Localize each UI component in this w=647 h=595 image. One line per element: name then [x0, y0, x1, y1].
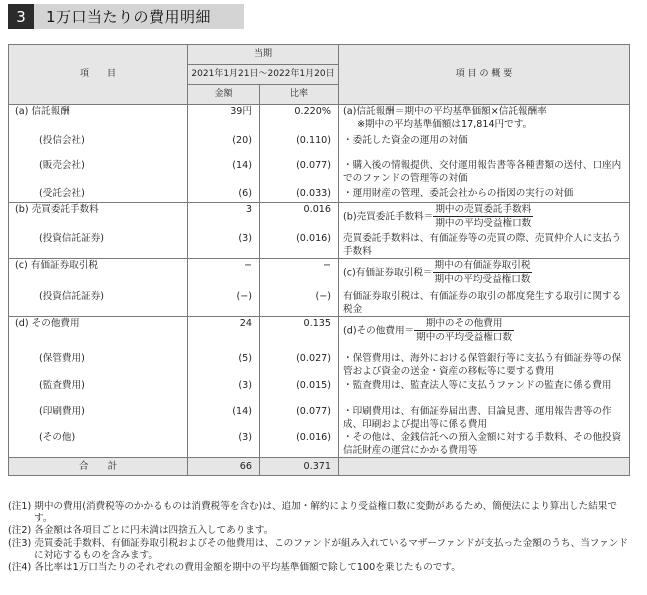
row-ratio: (0.033) — [260, 187, 339, 203]
row-amount: − — [188, 259, 260, 290]
row-ratio: (0.016) — [260, 232, 339, 259]
row-amount: (14) — [188, 405, 260, 431]
col-header-period: 当期 — [188, 45, 339, 65]
row-amount: (3) — [188, 379, 260, 405]
total-label: 合 計 — [9, 458, 188, 476]
total-amount: 66 — [188, 458, 260, 476]
row-ratio: 0.220% — [260, 105, 339, 134]
row-description: ・その他は、金銭信託への預入金額に対する手数料、その他投資信託財産の運営にかかる費用等 — [339, 431, 630, 458]
row-label: (保管費用) — [9, 352, 188, 379]
row-amount: (5) — [188, 352, 260, 379]
row-amount: (20) — [188, 134, 260, 159]
row-ratio: (0.077) — [260, 159, 339, 187]
row-description: ・運用財産の管理、委託会社からの指図の実行の対価 — [339, 187, 630, 203]
section-header — [8, 4, 244, 29]
row-ratio: − — [260, 259, 339, 290]
row-description: ・委託した資金の運用の対価 — [339, 134, 630, 159]
row-amount: 24 — [188, 317, 260, 352]
row-label: (d) その他費用 — [9, 317, 188, 352]
row-label: (投資信託証券) — [9, 290, 188, 317]
row-label: (監査費用) — [9, 379, 188, 405]
col-header-amount: 金額 — [188, 85, 260, 105]
footnote: (注2) 各金額は各項目ごとに円未満は四捨五入してあります。 — [8, 525, 274, 537]
row-amount: (3) — [188, 431, 260, 458]
row-amount: 3 — [188, 203, 260, 232]
col-header-overview: 項 目 の 概 要 — [339, 45, 630, 105]
row-label: (投資信託証券) — [9, 232, 188, 259]
row-formula: (d)その他費用＝ $\frac{\text{期中のその他費用}}{\text{期中の平均受益権口数}}$ — [339, 317, 630, 352]
row-description: (a)信託報酬＝期中の平均基準価額×信託報酬率 ※期中の平均基準価額は17,814円です。 — [339, 105, 630, 134]
row-amount: (3) — [188, 232, 260, 259]
row-description: ・購入後の情報提供、交付運用報告書等各種書類の送付、口座内でのファンドの管理等の対価 — [339, 159, 630, 187]
row-formula: (b)売買委託手数料＝ $\frac{\text{期中の売買委託手数料}}{\text{期中の平均受益権口数}}$ — [339, 203, 630, 232]
row-description: ・監査費用は、監査法人等に支払うファンドの監査に係る費用 — [339, 379, 630, 405]
row-ratio: (−) — [260, 290, 339, 317]
row-description: ・印刷費用は、有価証券届出書、目論見書、運用報告書等の作成、印刷および提出等に係る費用 — [339, 405, 630, 431]
row-label: (a) 信託報酬 — [9, 105, 188, 134]
col-header-period-range: 2021年1月21日〜2022年1月20日 — [188, 65, 339, 85]
total-ratio: 0.371 — [260, 458, 339, 476]
section-number: 3 — [8, 4, 34, 29]
row-amount: (14) — [188, 159, 260, 187]
row-amount: (6) — [188, 187, 260, 203]
row-label: (c) 有価証券取引税 — [9, 259, 188, 290]
row-ratio: (0.016) — [260, 431, 339, 458]
section-title: 1万口当たりの費用明細 — [46, 8, 212, 26]
col-header-ratio: 比率 — [260, 85, 339, 105]
row-label: (投信会社) — [9, 134, 188, 159]
row-label: (受託会社) — [9, 187, 188, 203]
footnote: (注1) 期中の費用(消費税等のかかるものは消費税等を含む)は、追加・解約により受益権口数に変動があるため、簡便法により算出した結果です。 — [8, 501, 617, 525]
row-formula: (c)有価証券取引税＝ $\frac{\text{期中の有価証券取引税}}{\text{期中の平均受益権口数}}$ — [339, 259, 630, 290]
row-label: (販売会社) — [9, 159, 188, 187]
footnotes — [8, 501, 633, 574]
footnote: (注4) 各比率は1万口当たりのそれぞれの費用金額を期中の平均基準価額で除して100を乗じたものです。 — [8, 562, 461, 574]
row-label: (印刷費用) — [9, 405, 188, 431]
expense-table — [8, 44, 630, 476]
footnote: (注3) 売買委託手数料、有価証券取引税およびその他費用は、このファンドが組み入れているマザーファンドが支払った金額のうち、当ファンドに対応するものを含みます。 — [8, 537, 628, 561]
row-label: (b) 売買委託手数料 — [9, 203, 188, 232]
row-amount: (−) — [188, 290, 260, 317]
col-header-item: 項 目 — [9, 45, 188, 105]
row-ratio: 0.135 — [260, 317, 339, 352]
row-ratio: 0.016 — [260, 203, 339, 232]
row-description: ・保管費用は、海外における保管銀行等に支払う有価証券等の保管および資金の送金・資産の移転等に要する費用 — [339, 352, 630, 379]
row-ratio: (0.015) — [260, 379, 339, 405]
row-description: 有価証券取引税は、有価証券の取引の都度発生する取引に関する税金 — [339, 290, 630, 317]
row-ratio: (0.027) — [260, 352, 339, 379]
row-label: (その他) — [9, 431, 188, 458]
row-ratio: (0.110) — [260, 134, 339, 159]
row-amount: 39円 — [188, 105, 260, 134]
row-description: 売買委託手数料は、有価証券等の売買の際、売買仲介人に支払う手数料 — [339, 232, 630, 259]
total-description — [339, 458, 630, 476]
row-ratio: (0.077) — [260, 405, 339, 431]
